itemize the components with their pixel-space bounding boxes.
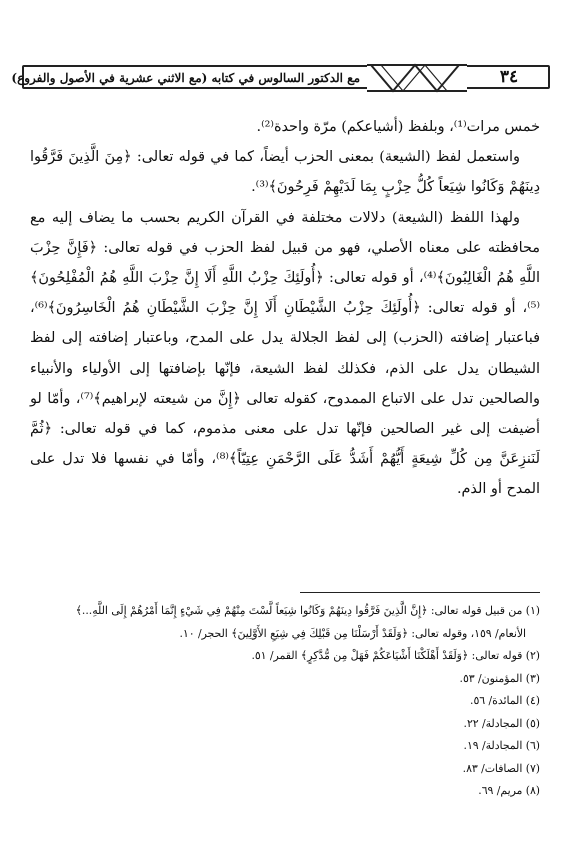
- footnote: (٥) المجادلة/ ٢٢.: [463, 716, 540, 730]
- paragraph: واستعمل لفظ (الشيعة) بمعنى الحزب أيضاً، كما في قوله تعالى: ﴿مِنَ الَّذِينَ فَرَّقُوا دِينَهُمْ وَكَانُوا شِيَعاً كُلُّ حِزْبٍ بِمَا لَدَيْهِمْ فَرِحُونَ﴾⁽³⁾.: [30, 149, 540, 196]
- footnote: (٣) المؤمنون/ ٥٣.: [459, 671, 540, 685]
- page-number: ٣٤: [499, 67, 519, 87]
- footnote: (٤) المائدة/ ٥٦.: [470, 694, 540, 707]
- footnotes: [30, 600, 540, 803]
- running-header: [11, 62, 550, 96]
- footnote: (٦) المجادلة/ ١٩.: [463, 739, 540, 752]
- header-title: مع الدكتور السالوس في كتابه (مع الاثني عشرية في الأصول والفروع): [11, 71, 360, 85]
- main-text: [30, 112, 540, 505]
- header-ornament-icon: [367, 62, 467, 94]
- footnote: (٨) مريم/ ٦٩.: [478, 784, 540, 797]
- footnote: (٧) الصافات/ ٨٣.: [462, 761, 540, 775]
- footnote: (٢) قوله تعالى: ﴿وَلَقَدْ أَهْلَكْنَا أَشْيَاعَكُمْ فَهَلْ مِن مُّدَّكِرٍ﴾ القمر/ ٥١.: [251, 649, 540, 662]
- footnote-separator: [300, 592, 540, 593]
- paragraph: خمس مرات⁽¹⁾، وبلفظ (أشياعكم) مرّة واحدة⁽²⁾.: [256, 119, 540, 135]
- footnote: (١) من قبيل قوله تعالى: ﴿إِنَّ الَّذِينَ فَرَّقُوا دِينَهُمْ وَكَانُوا شِيَعاً لَّسْتَ مِنْهُمْ فِي شَيْءٍ إِنَّمَا أَمْرُهُمْ إِلَى اللَّهِ...﴾: [75, 604, 540, 617]
- footnote: الأنعام/ ١٥٩، وقوله تعالى: ﴿وَلَقَدْ أَرْسَلْنَا مِن قَبْلِكَ فِي شِيَعِ الأَوَّلِينَ﴾ الحجر/ ١٠.: [179, 626, 526, 640]
- paragraph: ولهذا اللفظ (الشيعة) دلالات مختلفة في القرآن الكريم بحسب ما يضاف إليه مع محافظته على معناه الأصلي، فهو من قبيل لفظ الحزب في قوله تعالى: ﴿فَإِنَّ حِزْبَ اللَّهِ هُمُ الْغَالِبُونَ﴾⁽⁴⁾، أو قوله تعالى: ﴿أُولَئِكَ حِزْبُ اللَّهِ أَلَا إِنَّ حِزْبَ اللَّهِ هُمُ الْمُفْلِحُونَ﴾⁽⁵⁾، أو قوله تعالى: ﴿أُولَئِكَ حِزْبُ الشَّيْطَانِ أَلَا إِنَّ حِزْبَ الشَّيْطَانِ هُمُ الْخَاسِرُونَ﴾⁽⁶⁾، فباعتبار إضافته (الحزب) إلى لفظ الجلالة يدل على المدح، وباعتبار إضافته إلى لفظ الشيطان يدل على الذم، فكذلك لفظ الشيعة، فإنّها بإضافتها إلى الأولياء والأنبياء والصالحين تدل على الاتباع الممدوح، كقوله تعالى ﴿إِنَّ من شيعته لإبراهيم﴾⁽⁷⁾، وأمّا لو أضيفت إلى غير الصالحين فإنّها تدل على معنى مذموم، كما في قوله تعالى: ﴿ثُمَّ لَنَنزِعَنَّ مِن كُلِّ شِيعَةٍ أَيُّهُمْ أَشَدُّ عَلَى الرَّحْمَنِ عِتِيّاً﴾⁽⁸⁾، وأمّا في نفسها فلا تدل على المدح أو الذم.: [30, 209, 541, 498]
